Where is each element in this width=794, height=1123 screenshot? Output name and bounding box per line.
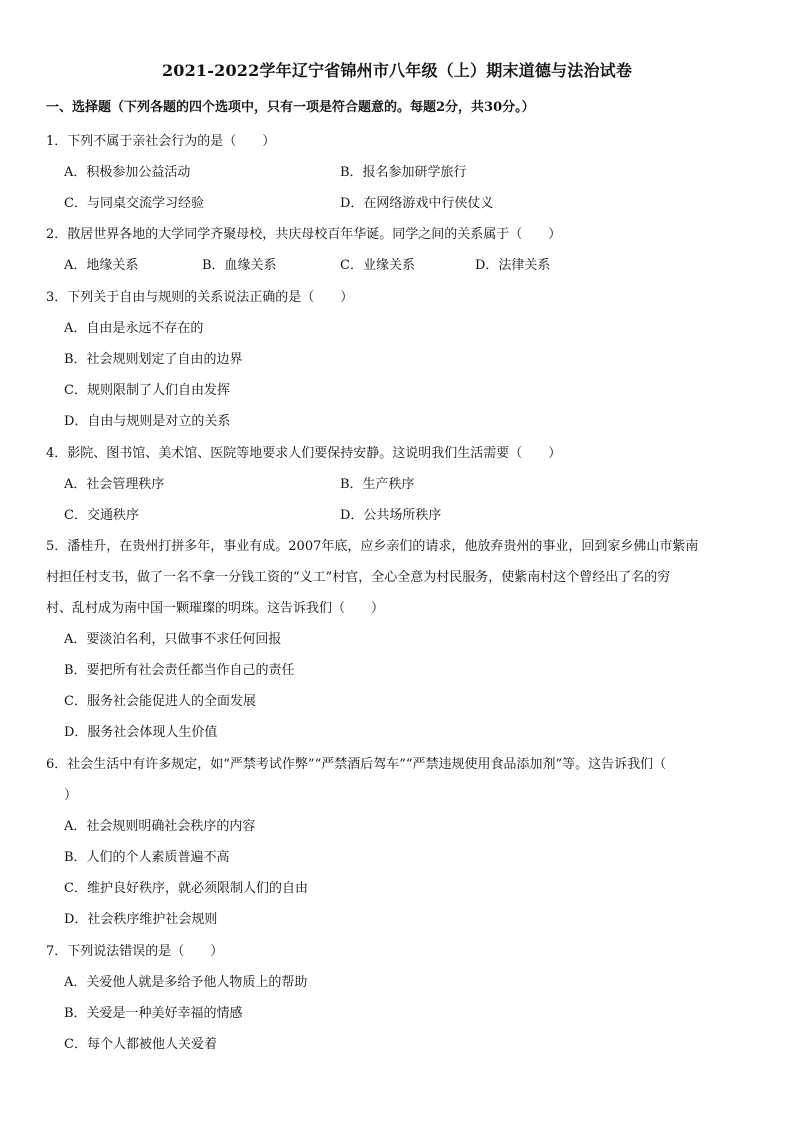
question-5-option-b: B．要把所有社会责任都当作自己的责任: [64, 663, 295, 678]
question-6-option-b: B．人们的个人素质普遍不高: [64, 850, 230, 865]
question-5-option-a: A．要淡泊名利，只做事不求任何回报: [64, 632, 282, 647]
question-6-stem-line-1: 6．社会生活中有许多规定，如“严禁考试作弊”“严禁酒后驾车”“严禁违规使用食品添加剂”等。这告诉我们（: [46, 757, 667, 772]
question-5-option-c: C．服务社会能促进人的全面发展: [64, 694, 256, 709]
question-4-option-d: D．公共场所秩序: [340, 508, 442, 523]
question-3-option-a: A．自由是永远不存在的: [64, 321, 204, 336]
exam-title: 2021-2022学年辽宁省锦州市八年级（上）期末道德与法治试卷: [161, 61, 633, 80]
question-4-option-c: C．交通秩序: [64, 508, 139, 523]
question-5-stem-line-1: 5．潘桂升，在贵州打拼多年，事业有成。2007年底，应乡亲们的请求，他放弃贵州的事业，回到家乡佛山市紫南: [46, 539, 699, 554]
question-7-option-a: A．关爱他人就是多给予他人物质上的帮助: [64, 975, 308, 990]
question-3-stem: 3．下列关于自由与规则的关系说法正确的是（ ）: [46, 290, 354, 305]
question-2-option-c: C．业缘关系: [340, 258, 415, 273]
question-7-option-b: B．关爱是一种美好幸福的情感: [64, 1006, 243, 1021]
question-3-option-d: D．自由与规则是对立的关系: [64, 414, 231, 429]
question-7-option-c: C．每个人都被他人关爱着: [64, 1037, 217, 1052]
question-4-stem: 4．影院、图书馆、美术馆、医院等地要求人们要保持安静。这说明我们生活需要（ ）: [46, 446, 562, 461]
question-1-option-d: D．在网络游戏中行侠仗义: [340, 196, 494, 211]
question-1-stem: 1．下列不属于亲社会行为的是（ ）: [46, 134, 276, 149]
question-5-stem-line-3: 村、乱村成为南中国一颗璀璨的明珠。这告诉我们（ ）: [46, 601, 385, 616]
question-1-option-a: A．积极参加公益活动: [64, 165, 191, 180]
question-6-option-d: D．社会秩序维护社会规则: [64, 912, 218, 927]
question-3-option-b: B．社会规则划定了自由的边界: [64, 352, 243, 367]
question-2-option-b: B．血缘关系: [202, 258, 277, 273]
question-3-option-c: C．规则限制了人们自由发挥: [64, 383, 230, 398]
question-4-option-a: A．社会管理秩序: [64, 477, 165, 492]
question-6-option-c: C．维护良好秩序，就必须限制人们的自由: [64, 881, 308, 896]
question-6-stem-line-2: ）: [64, 788, 78, 803]
question-5-stem-line-2: 村担任村支书，做了一名不拿一分钱工资的“义工”村官，全心全意为村民服务，使紫南村这个曾经出了名的穷: [46, 570, 671, 585]
section-heading: 一、选择题（下列各题的四个选项中，只有一项是符合题意的。每题2分，共30分。）: [46, 100, 535, 115]
question-2-option-d: D．法律关系: [475, 258, 551, 273]
question-2-stem: 2．散居世界各地的大学同学齐聚母校，共庆母校百年华诞。同学之间的关系属于（ ）: [46, 227, 562, 242]
question-5-option-d: D．服务社会体现人生价值: [64, 725, 218, 740]
question-7-stem: 7．下列说法错误的是（ ）: [46, 944, 224, 959]
question-6-option-a: A．社会规则明确社会秩序的内容: [64, 819, 256, 834]
question-1-option-c: C．与同桌交流学习经验: [64, 196, 204, 211]
question-2-option-a: A．地缘关系: [64, 258, 139, 273]
question-1-option-b: B．报名参加研学旅行: [340, 165, 467, 180]
question-4-option-b: B．生产秩序: [340, 477, 415, 492]
